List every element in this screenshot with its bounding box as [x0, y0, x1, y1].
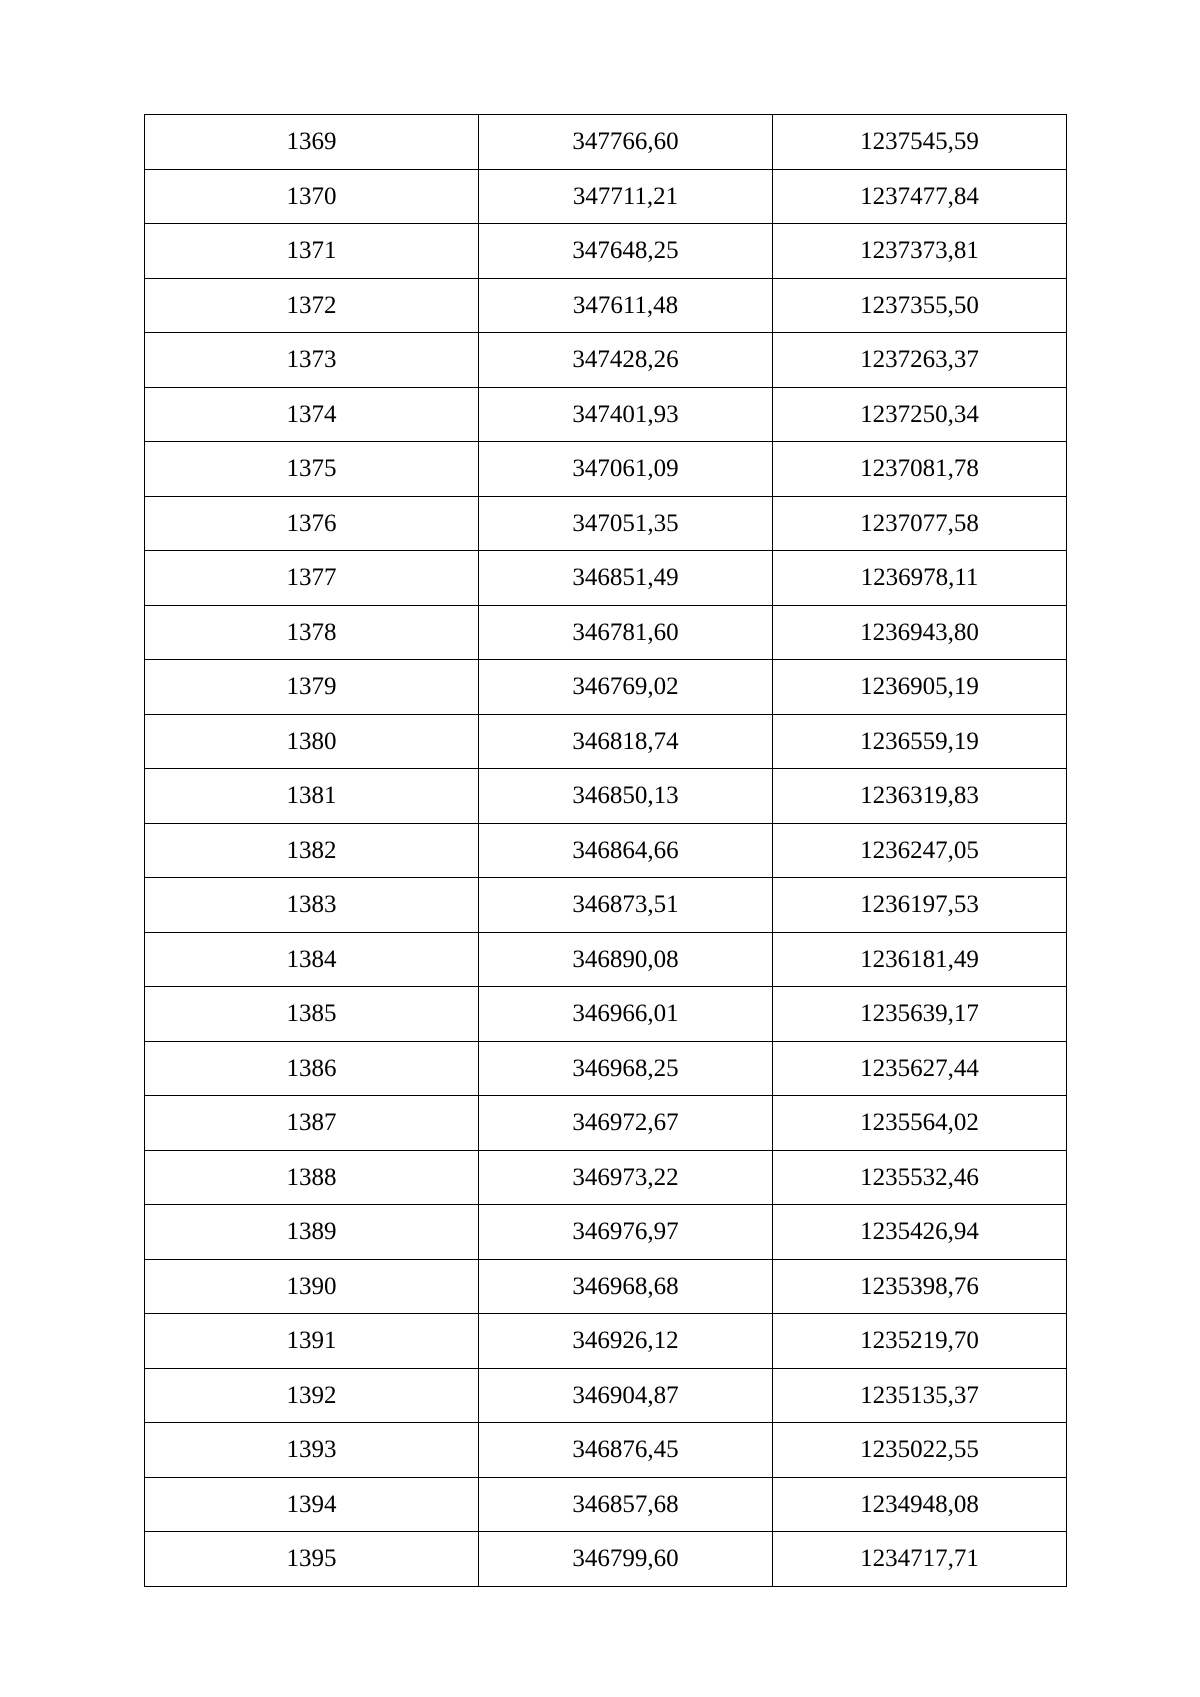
y-coordinate-cell: 1237077,58 — [773, 496, 1067, 551]
x-coordinate-cell: 346968,68 — [479, 1259, 773, 1314]
y-coordinate-cell: 1236197,53 — [773, 878, 1067, 933]
point-number-cell: 1370 — [145, 169, 479, 224]
x-coordinate-cell: 346851,49 — [479, 551, 773, 606]
table-row — [145, 987, 1067, 1042]
point-number-cell: 1390 — [145, 1259, 479, 1314]
y-coordinate-cell: 1235639,17 — [773, 987, 1067, 1042]
point-number-cell: 1381 — [145, 769, 479, 824]
x-coordinate-cell: 346850,13 — [479, 769, 773, 824]
x-coordinate-cell: 347051,35 — [479, 496, 773, 551]
y-coordinate-cell: 1237545,59 — [773, 115, 1067, 170]
x-coordinate-cell: 346976,97 — [479, 1205, 773, 1260]
point-number-cell: 1373 — [145, 333, 479, 388]
x-coordinate-cell: 346890,08 — [479, 932, 773, 987]
y-coordinate-cell: 1237477,84 — [773, 169, 1067, 224]
point-number-cell: 1386 — [145, 1041, 479, 1096]
table-row — [145, 1096, 1067, 1151]
table-row — [145, 878, 1067, 933]
y-coordinate-cell: 1235135,37 — [773, 1368, 1067, 1423]
table-row — [145, 551, 1067, 606]
point-number-cell: 1389 — [145, 1205, 479, 1260]
point-number-cell: 1378 — [145, 605, 479, 660]
table-row — [145, 1205, 1067, 1260]
table-row — [145, 496, 1067, 551]
table-row — [145, 660, 1067, 715]
x-coordinate-cell: 346799,60 — [479, 1532, 773, 1587]
point-number-cell: 1393 — [145, 1423, 479, 1478]
y-coordinate-cell: 1237373,81 — [773, 224, 1067, 279]
table-row — [145, 1150, 1067, 1205]
table-row — [145, 442, 1067, 497]
coordinates-table — [144, 114, 1067, 1587]
y-coordinate-cell: 1236181,49 — [773, 932, 1067, 987]
table-row — [145, 823, 1067, 878]
table-row — [145, 714, 1067, 769]
x-coordinate-cell: 346781,60 — [479, 605, 773, 660]
y-coordinate-cell: 1236559,19 — [773, 714, 1067, 769]
x-coordinate-cell: 347766,60 — [479, 115, 773, 170]
point-number-cell: 1375 — [145, 442, 479, 497]
table-row — [145, 1423, 1067, 1478]
x-coordinate-cell: 346857,68 — [479, 1477, 773, 1532]
x-coordinate-cell: 346973,22 — [479, 1150, 773, 1205]
point-number-cell: 1384 — [145, 932, 479, 987]
x-coordinate-cell: 346968,25 — [479, 1041, 773, 1096]
x-coordinate-cell: 346926,12 — [479, 1314, 773, 1369]
x-coordinate-cell: 346972,67 — [479, 1096, 773, 1151]
point-number-cell: 1369 — [145, 115, 479, 170]
point-number-cell: 1376 — [145, 496, 479, 551]
y-coordinate-cell: 1234717,71 — [773, 1532, 1067, 1587]
point-number-cell: 1372 — [145, 278, 479, 333]
point-number-cell: 1374 — [145, 387, 479, 442]
y-coordinate-cell: 1236319,83 — [773, 769, 1067, 824]
y-coordinate-cell: 1234948,08 — [773, 1477, 1067, 1532]
table-row — [145, 387, 1067, 442]
y-coordinate-cell: 1237250,34 — [773, 387, 1067, 442]
y-coordinate-cell: 1236247,05 — [773, 823, 1067, 878]
point-number-cell: 1388 — [145, 1150, 479, 1205]
table-row — [145, 1314, 1067, 1369]
x-coordinate-cell: 346904,87 — [479, 1368, 773, 1423]
table-row — [145, 932, 1067, 987]
x-coordinate-cell: 346876,45 — [479, 1423, 773, 1478]
point-number-cell: 1395 — [145, 1532, 479, 1587]
y-coordinate-cell: 1237263,37 — [773, 333, 1067, 388]
y-coordinate-cell: 1236943,80 — [773, 605, 1067, 660]
x-coordinate-cell: 346873,51 — [479, 878, 773, 933]
x-coordinate-cell: 347648,25 — [479, 224, 773, 279]
x-coordinate-cell: 347711,21 — [479, 169, 773, 224]
x-coordinate-cell: 347428,26 — [479, 333, 773, 388]
x-coordinate-cell: 346864,66 — [479, 823, 773, 878]
table-row — [145, 169, 1067, 224]
table-row — [145, 333, 1067, 388]
table-row — [145, 224, 1067, 279]
table-row — [145, 1259, 1067, 1314]
y-coordinate-cell: 1235426,94 — [773, 1205, 1067, 1260]
x-coordinate-cell: 346966,01 — [479, 987, 773, 1042]
table-row — [145, 769, 1067, 824]
table-row — [145, 1477, 1067, 1532]
y-coordinate-cell: 1235564,02 — [773, 1096, 1067, 1151]
y-coordinate-cell: 1235532,46 — [773, 1150, 1067, 1205]
point-number-cell: 1383 — [145, 878, 479, 933]
point-number-cell: 1380 — [145, 714, 479, 769]
x-coordinate-cell: 346769,02 — [479, 660, 773, 715]
table-row — [145, 605, 1067, 660]
point-number-cell: 1377 — [145, 551, 479, 606]
y-coordinate-cell: 1235219,70 — [773, 1314, 1067, 1369]
point-number-cell: 1387 — [145, 1096, 479, 1151]
y-coordinate-cell: 1235627,44 — [773, 1041, 1067, 1096]
point-number-cell: 1371 — [145, 224, 479, 279]
y-coordinate-cell: 1237081,78 — [773, 442, 1067, 497]
point-number-cell: 1392 — [145, 1368, 479, 1423]
y-coordinate-cell: 1235022,55 — [773, 1423, 1067, 1478]
table-row — [145, 1041, 1067, 1096]
coordinates-table-body — [145, 115, 1067, 1587]
y-coordinate-cell: 1236978,11 — [773, 551, 1067, 606]
y-coordinate-cell: 1237355,50 — [773, 278, 1067, 333]
table-row — [145, 115, 1067, 170]
y-coordinate-cell: 1235398,76 — [773, 1259, 1067, 1314]
point-number-cell: 1385 — [145, 987, 479, 1042]
point-number-cell: 1379 — [145, 660, 479, 715]
x-coordinate-cell: 347061,09 — [479, 442, 773, 497]
table-row — [145, 1532, 1067, 1587]
x-coordinate-cell: 347611,48 — [479, 278, 773, 333]
x-coordinate-cell: 347401,93 — [479, 387, 773, 442]
table-row — [145, 278, 1067, 333]
point-number-cell: 1382 — [145, 823, 479, 878]
x-coordinate-cell: 346818,74 — [479, 714, 773, 769]
table-row — [145, 1368, 1067, 1423]
y-coordinate-cell: 1236905,19 — [773, 660, 1067, 715]
point-number-cell: 1394 — [145, 1477, 479, 1532]
point-number-cell: 1391 — [145, 1314, 479, 1369]
